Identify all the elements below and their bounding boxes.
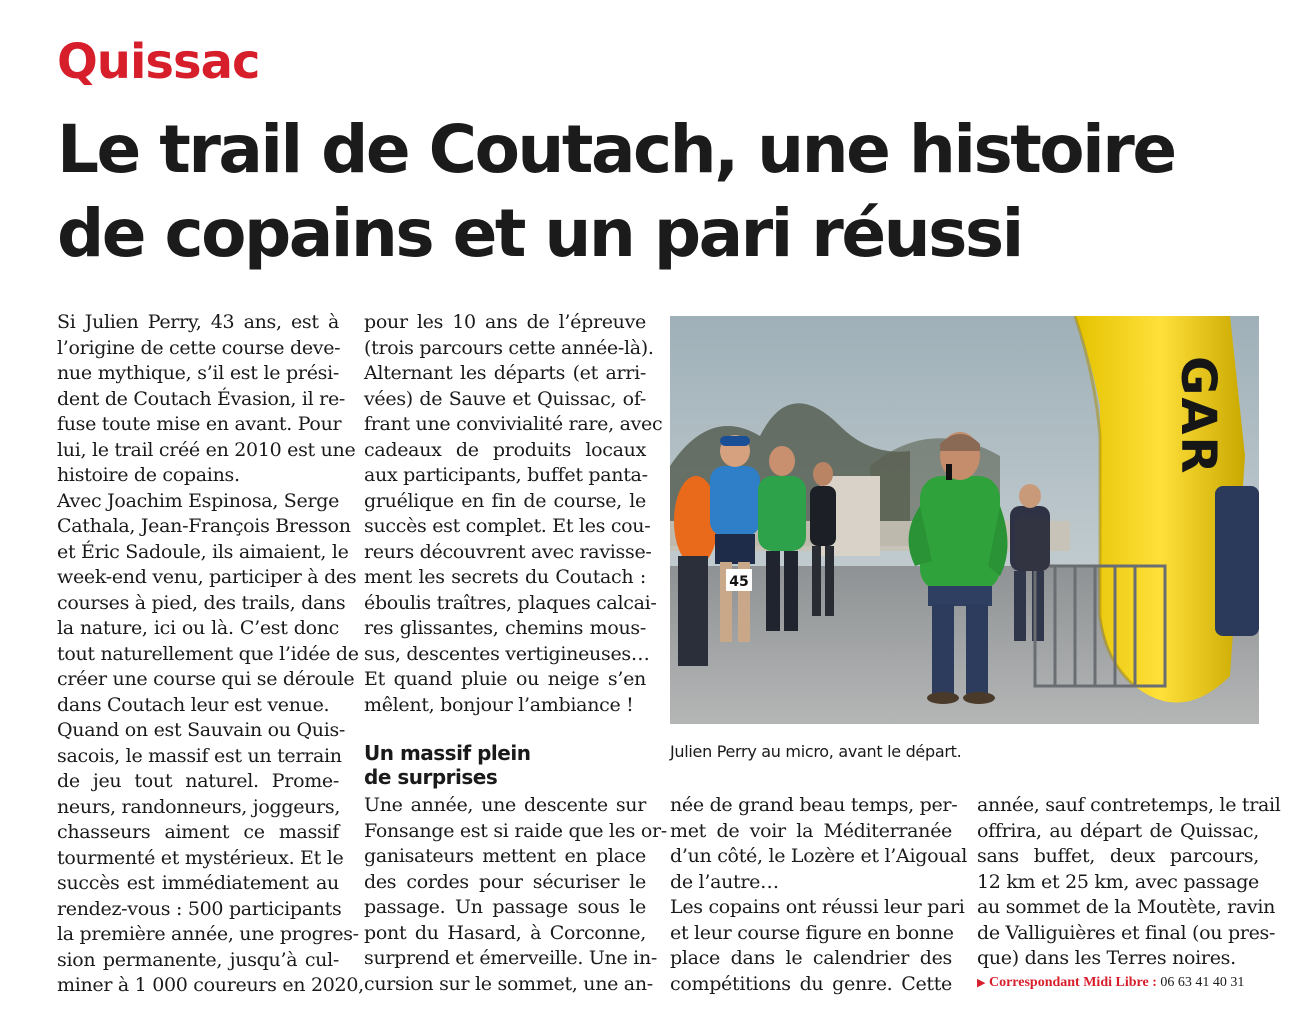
text-line: Avec Joachim Espinosa, Serge bbox=[57, 489, 340, 512]
article-column-2-lower bbox=[364, 793, 667, 997]
article-column-1 bbox=[57, 310, 364, 999]
text-line: éboulis traîtres, plaques calcai- bbox=[364, 591, 657, 614]
text-line: vées) de Sauve et Quissac, of- bbox=[364, 387, 646, 410]
text-line: née de grand beau temps, per- bbox=[670, 794, 958, 816]
text-line: pont du Hasard, à Corconne, bbox=[364, 921, 646, 944]
section-subhead bbox=[364, 741, 646, 789]
text-line: met de voir la Méditerranée bbox=[670, 819, 952, 842]
text-line: dans Coutach leur est venue. bbox=[57, 693, 330, 716]
text-line: de jeu tout naturel. Prome- bbox=[57, 770, 339, 792]
text-line: tout naturellement que l’idée de bbox=[57, 642, 359, 665]
text-line: reurs découvrent avec ravisse- bbox=[364, 540, 652, 563]
text-line: offrira, au départ de Quissac, bbox=[977, 819, 1259, 842]
triangle-arrow-icon: ▶ bbox=[977, 977, 986, 989]
text-line: sus, descentes vertigineuses… bbox=[364, 642, 650, 665]
text-line: (trois parcours cette année-là). bbox=[364, 336, 654, 359]
text-line: des cordes pour sécuriser le bbox=[364, 870, 646, 893]
text-line: neurs, randonneurs, joggeurs, bbox=[57, 795, 341, 818]
kicker-town: Quissac bbox=[57, 34, 260, 90]
correspondent-credit bbox=[977, 975, 1244, 991]
text-line: Cathala, Jean-François Bresson bbox=[57, 515, 351, 537]
headline-line-1: Le trail de Coutach, une histoire bbox=[57, 111, 1175, 188]
headline-line-2: de copains et un pari réussi bbox=[57, 195, 1022, 272]
text-line: Et quand pluie ou neige s’en bbox=[364, 668, 646, 690]
text-line: que) dans les Terres noires. bbox=[977, 947, 1236, 969]
text-line: week-end venu, participer à des bbox=[57, 566, 357, 588]
text-line: au sommet de la Moutète, ravin bbox=[977, 896, 1276, 918]
text-line: sans buffet, deux parcours, bbox=[977, 845, 1259, 867]
text-line: lui, le trail créé en 2010 est une bbox=[57, 438, 356, 461]
text-line: gruélique en fin de course, le bbox=[364, 489, 646, 512]
article-photo bbox=[670, 316, 1259, 724]
article-column-4 bbox=[977, 793, 1281, 972]
text-line: Quand on est Sauvain ou Quis- bbox=[57, 719, 346, 741]
text-line: Les copains ont réussi leur pari bbox=[670, 896, 965, 918]
text-line: cursion sur le sommet, une an- bbox=[364, 972, 653, 995]
text-line: mêlent, bonjour l’ambiance ! bbox=[364, 693, 634, 716]
text-line: sacois, le massif est un terrain bbox=[57, 744, 342, 767]
text-line: de l’autre… bbox=[670, 870, 779, 893]
text-line: miner à 1 000 coureurs en 2020, bbox=[57, 974, 364, 996]
text-line: histoire de copains. bbox=[57, 464, 240, 486]
text-line: d’un côté, le Lozère et l’Aigoual bbox=[670, 845, 967, 867]
text-line: année, sauf contretemps, le trail bbox=[977, 794, 1281, 816]
text-line: succès est immédiatement au bbox=[57, 872, 339, 894]
text-line: aux participants, buffet panta- bbox=[364, 464, 648, 486]
text-line: sion permanente, jusqu’à cul- bbox=[57, 948, 339, 971]
text-line: fuse toute mise en avant. Pour bbox=[57, 413, 342, 435]
text-line: chasseurs aiment ce massif bbox=[57, 821, 339, 843]
text-line: courses à pied, des trails, dans bbox=[57, 591, 346, 614]
text-line: place dans le calendrier des bbox=[670, 947, 952, 969]
text-line: cadeaux de produits locaux bbox=[364, 438, 646, 461]
text-line: de Valliguières et final (ou pres- bbox=[977, 921, 1276, 944]
subhead-line-1: Un massif plein bbox=[364, 741, 531, 765]
bib-number: 45 bbox=[729, 574, 749, 590]
text-line: pour les 10 ans de l’épreuve bbox=[364, 311, 646, 333]
text-line: la première année, une progres- bbox=[57, 923, 359, 945]
headline bbox=[57, 108, 1277, 276]
text-line: compétitions du genre. Cette bbox=[670, 972, 952, 995]
text-line: créer une course qui se déroule bbox=[57, 668, 355, 690]
text-line: Alternant les départs (et arri- bbox=[364, 362, 646, 384]
article-column-2 bbox=[364, 310, 663, 718]
text-line: Une année, une descente sur bbox=[364, 794, 646, 816]
text-line: nue mythique, s’il est le prési- bbox=[57, 362, 339, 384]
text-line: tourmenté et mystérieux. Et le bbox=[57, 846, 344, 869]
text-line: ment les secrets du Coutach : bbox=[364, 566, 646, 588]
text-line: et leur course figure en bonne bbox=[670, 921, 954, 944]
text-line: 12 km et 25 km, avec passage bbox=[977, 870, 1259, 893]
article-column-3 bbox=[670, 793, 967, 997]
text-line: Si Julien Perry, 43 ans, est à bbox=[57, 311, 339, 333]
text-line: rendez-vous : 500 participants bbox=[57, 897, 342, 920]
text-line: ganisateurs mettent en place bbox=[364, 845, 646, 867]
correspondent-phone: 06 63 41 40 31 bbox=[1160, 975, 1245, 990]
subhead-line-2: de surprises bbox=[364, 765, 498, 789]
text-line: frant une convivialité rare, avec bbox=[364, 413, 663, 435]
text-line: et Éric Sadoule, ils aimaient, le bbox=[57, 540, 349, 563]
correspondent-label: Correspondant Midi Libre : bbox=[988, 975, 1157, 990]
text-line: succès est complet. Et les cou- bbox=[364, 515, 651, 537]
text-line: surprend et émerveille. Une in- bbox=[364, 947, 658, 969]
photo-caption: Julien Perry au micro, avant le départ. bbox=[670, 742, 962, 761]
text-line: res glissantes, chemins mous- bbox=[364, 617, 646, 639]
text-line: l’origine de cette course deve- bbox=[57, 336, 341, 359]
text-line: Fonsange est si raide que les or- bbox=[364, 819, 667, 842]
text-line: la nature, ici ou là. C’est donc bbox=[57, 617, 339, 639]
arch-lettering: GAR bbox=[1170, 356, 1226, 476]
text-line: passage. Un passage sous le bbox=[364, 896, 646, 918]
text-line: dent de Coutach Évasion, il re- bbox=[57, 387, 346, 410]
